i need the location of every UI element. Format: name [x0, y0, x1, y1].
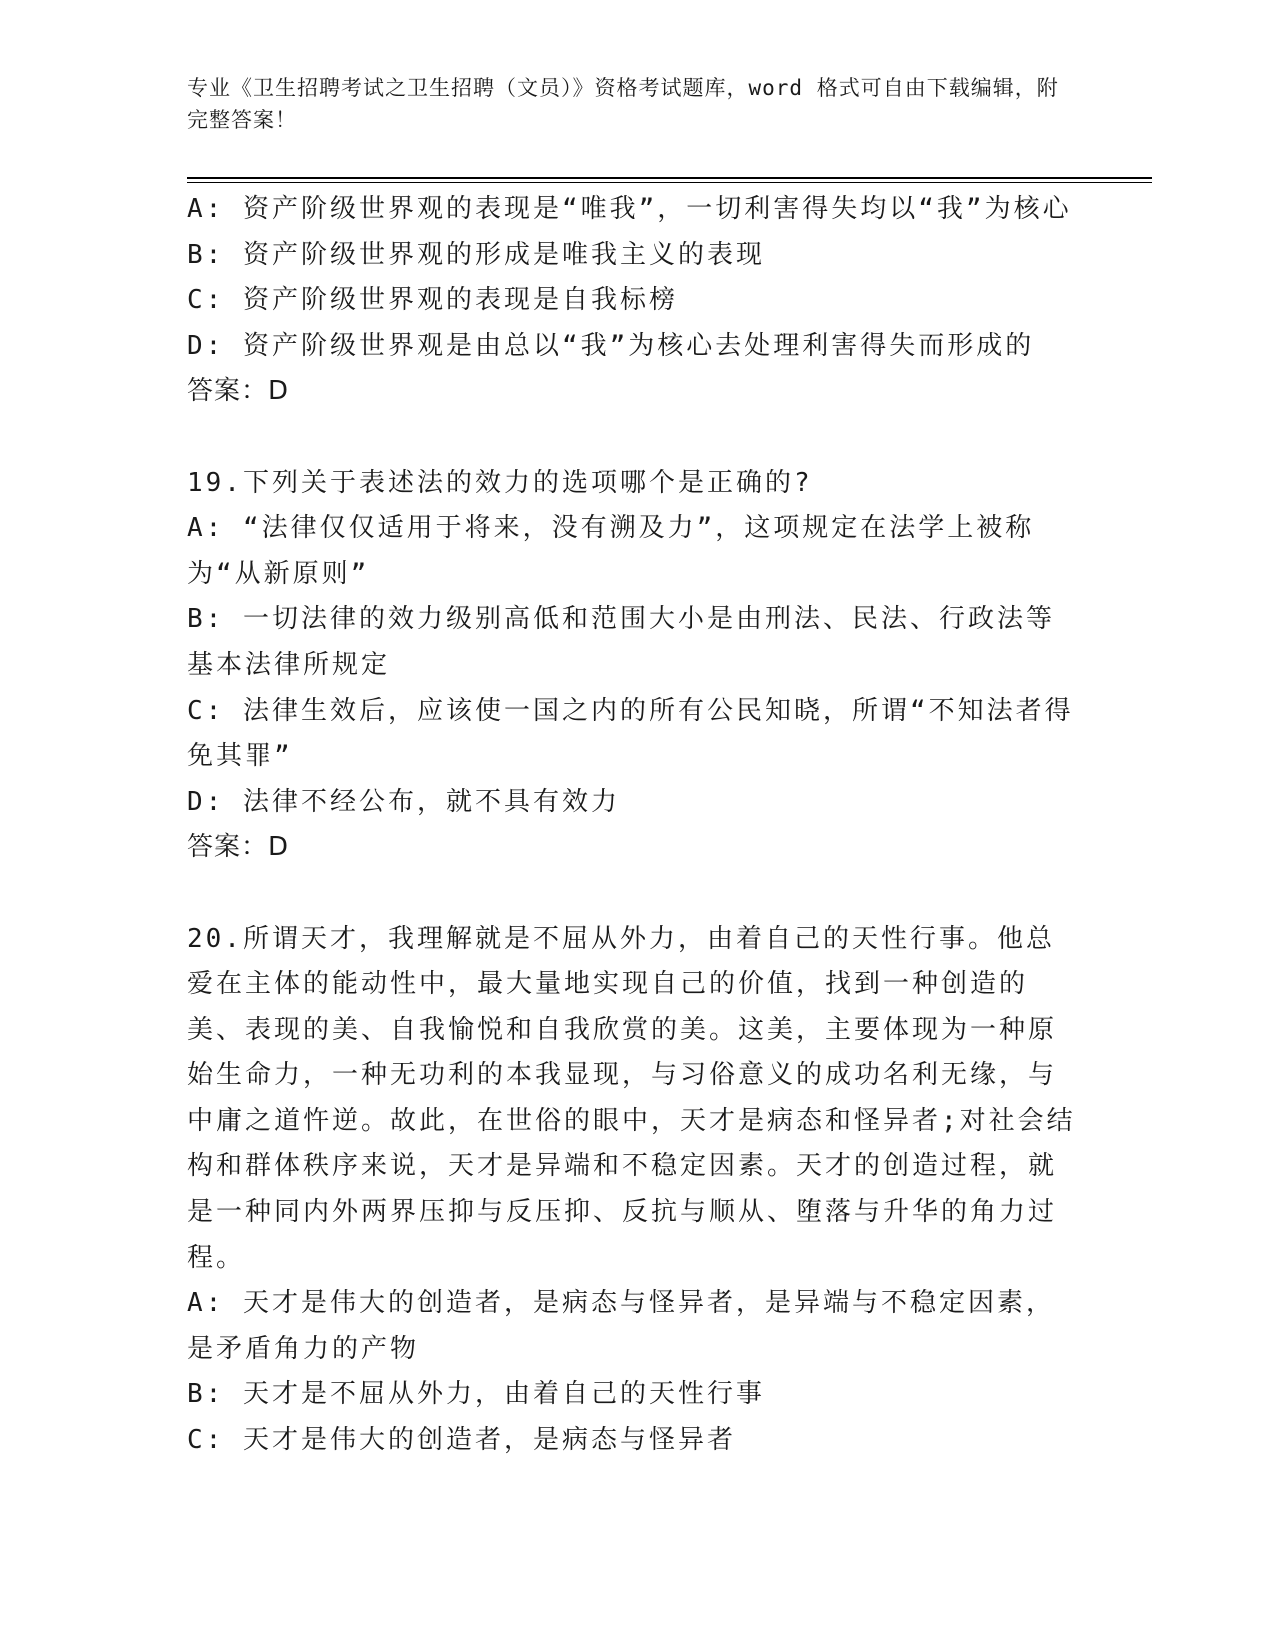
document-header — [187, 72, 1077, 136]
option-a: A: 天才是伟大的创造者，是病态与怪异者，是异端与不稳定因素，是矛盾角力的产物 — [187, 1288, 1055, 1364]
question-content — [187, 187, 1082, 1464]
option-c: C: 法律生效后，应该使一国之内的所有公民知晓，所谓“不知法者得免其罪” — [187, 695, 1074, 772]
option-c: C: 天才是伟大的创造者，是病态与怪异者 — [187, 1425, 736, 1456]
header-text: 专业《卫生招聘考试之卫生招聘（文员）》资格考试题库，word 格式可自由下载编辑，附完整答案！ — [187, 76, 1059, 132]
option-b: B: 天才是不屈从外力，由着自己的天性行事 — [187, 1379, 765, 1410]
option-d: D: 法律不经公布，就不具有效力 — [187, 786, 620, 817]
question-19: 19.下列关于表述法的效力的选项哪个是正确的? — [187, 467, 813, 498]
option-b: B: 一切法律的效力级别高低和范围大小是由刑法、民法、行政法等基本法律所规定 — [187, 604, 1055, 680]
header-rule-thin — [187, 182, 1152, 183]
option-d: D: 资产阶级世界观是由总以“我”为核心去处理利害得失而形成的 — [187, 330, 1035, 361]
header-rule-thick — [187, 177, 1152, 179]
option-a: A: “法律仅仅适用于将来，没有溯及力”，这项规定在法学上被称为“从新原则” — [187, 513, 1035, 589]
option-c: C: 资产阶级世界观的表现是自我标榜 — [187, 285, 678, 316]
answer-line: 答案：D — [187, 376, 290, 407]
spacer — [187, 871, 1082, 917]
option-a: A: 资产阶级世界观的表现是“唯我”，一切利害得失均以“我”为核心 — [187, 194, 1072, 224]
spacer — [187, 415, 1082, 461]
question-20: 20.所谓天才，我理解就是不屈从外力，由着自己的天性行事。他总爱在主体的能动性中，最大量地实现自己的价值，找到一种创造的美、表现的美、自我愉悦和自我欣赏的美。这美，主要体现为一种原始生命力，一种无功利的本我显现，与习俗意义的成功名利无缘，与中庸之道忤逆。故此，在世俗的眼中，天才是病态和怪异者;对社会结构和群体秩序来说，天才是异端和不稳定因素。天才的创造过程，就是一种同内外两界压抑与反压抑、反抗与顺从、堕落与升华的角力过程。 — [187, 923, 1076, 1273]
answer-line: 答案：D — [187, 832, 290, 863]
option-b: B: 资产阶级世界观的形成是唯我主义的表现 — [187, 239, 765, 270]
